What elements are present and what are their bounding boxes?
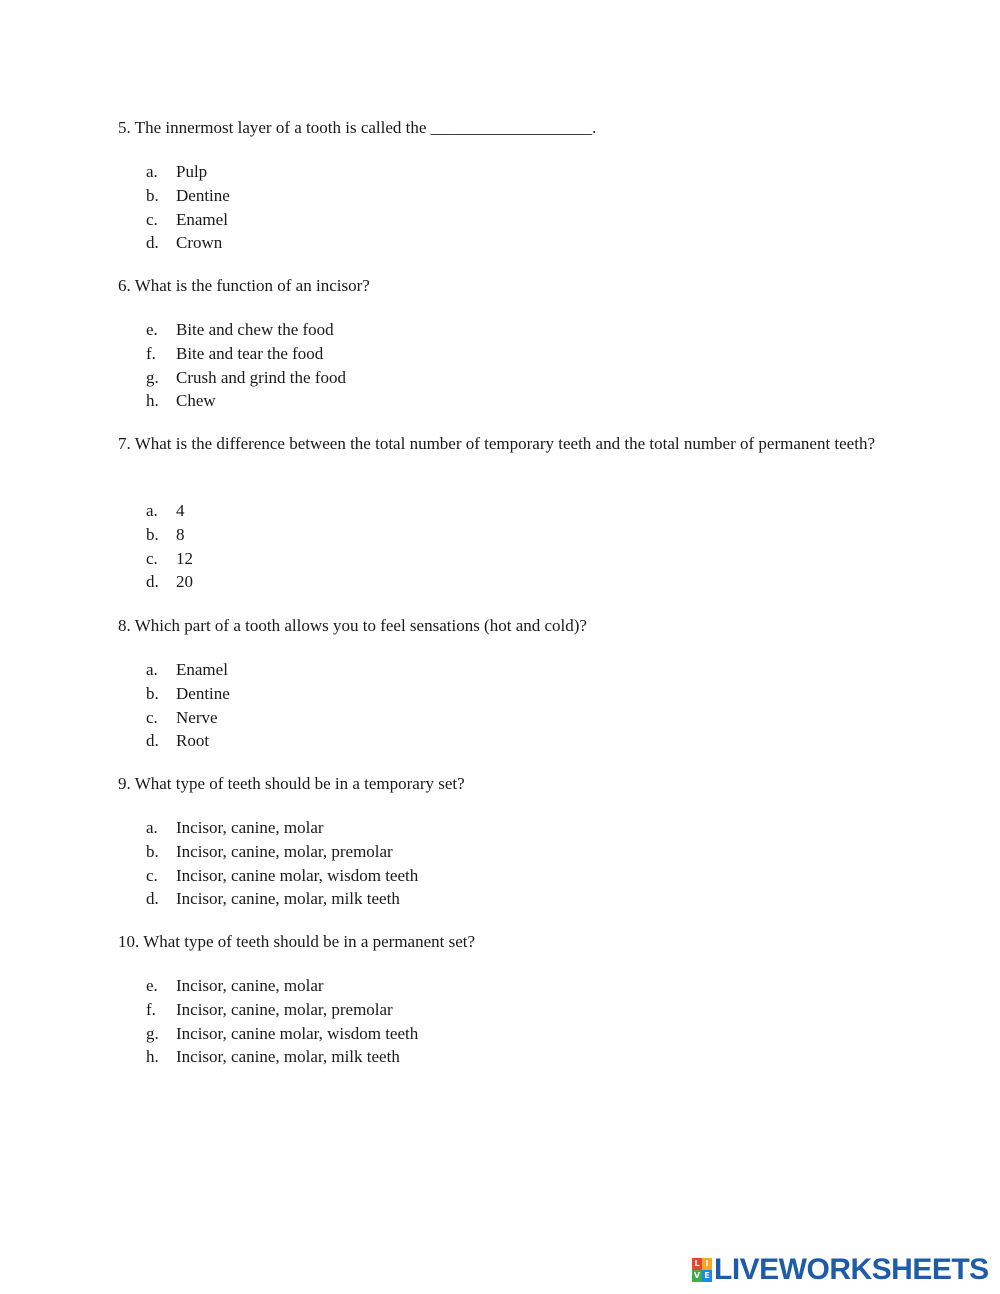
options-question-9	[146, 816, 418, 911]
option-letter: d.	[146, 233, 159, 253]
option-label: Dentine	[176, 185, 230, 205]
option-letter: e.	[146, 976, 158, 995]
option-item[interactable]	[146, 499, 193, 523]
option-label: Incisor, canine, molar, premolar	[176, 841, 393, 861]
option-item[interactable]	[146, 658, 230, 682]
option-letter: a.	[146, 818, 158, 837]
option-label: Incisor, canine, molar	[176, 976, 324, 995]
option-letter: h.	[146, 391, 159, 411]
option-label: Incisor, canine, molar, milk teeth	[176, 1047, 400, 1067]
options-question-5	[146, 160, 230, 255]
option-label: 8	[176, 524, 185, 544]
option-label: Incisor, canine, molar, premolar	[176, 999, 393, 1019]
option-letter: f.	[146, 999, 156, 1019]
options-question-6	[146, 318, 346, 413]
option-item[interactable]	[146, 389, 346, 413]
option-label: Incisor, canine molar, wisdom teeth	[176, 1023, 419, 1043]
option-label: Dentine	[176, 683, 230, 703]
question-8: 8. Which part of a tooth allows you to feel sensations (hot and cold)?	[118, 616, 587, 635]
liveworksheets-logo-icon	[692, 1258, 712, 1282]
option-item[interactable]	[146, 974, 418, 998]
option-label: Enamel	[176, 660, 228, 679]
options-question-7	[146, 499, 193, 594]
option-label: 20	[176, 572, 193, 592]
options-question-8	[146, 658, 230, 753]
option-item[interactable]	[146, 998, 418, 1022]
option-item[interactable]	[146, 208, 230, 232]
option-label: Crown	[176, 233, 223, 253]
option-letter: e.	[146, 320, 158, 339]
options-question-10	[146, 974, 418, 1069]
option-letter: c.	[146, 865, 158, 885]
option-label: Root	[176, 731, 210, 751]
option-item[interactable]	[146, 523, 193, 547]
option-label: Enamel	[176, 209, 228, 229]
option-letter: b.	[146, 683, 159, 703]
option-item[interactable]	[146, 318, 346, 342]
option-item[interactable]	[146, 366, 346, 390]
option-item[interactable]	[146, 160, 230, 184]
option-item[interactable]	[146, 729, 230, 753]
option-item[interactable]	[146, 1022, 418, 1046]
option-label: 4	[176, 501, 185, 520]
option-letter: c.	[146, 707, 158, 727]
option-item[interactable]	[146, 547, 193, 571]
option-letter: b.	[146, 524, 159, 544]
option-item[interactable]	[146, 342, 346, 366]
option-item[interactable]	[146, 231, 230, 255]
logo-tile: L	[692, 1258, 702, 1270]
option-letter: a.	[146, 162, 158, 181]
option-label: Pulp	[176, 162, 208, 181]
option-letter: c.	[146, 209, 158, 229]
option-label: Incisor, canine, molar, milk teeth	[176, 889, 400, 909]
option-item[interactable]	[146, 840, 418, 864]
option-label: Crush and grind the food	[176, 367, 346, 387]
brand-name: LIVEWORKSHEETS	[714, 1253, 989, 1286]
option-letter: g.	[146, 1023, 159, 1043]
option-letter: f.	[146, 343, 156, 363]
option-label: Bite and tear the food	[176, 343, 324, 363]
option-letter: d.	[146, 572, 159, 592]
option-item[interactable]	[146, 682, 230, 706]
option-letter: b.	[146, 841, 159, 861]
question-7: 7. What is the difference between the total number of temporary teeth and the total number of permanent teeth?	[118, 434, 875, 453]
option-item[interactable]	[146, 887, 418, 911]
option-label: Incisor, canine, molar	[176, 818, 324, 837]
option-letter: d.	[146, 731, 159, 751]
option-letter: a.	[146, 660, 158, 679]
question-6: 6. What is the function of an incisor?	[118, 276, 370, 295]
option-label: Bite and chew the food	[176, 320, 334, 339]
option-letter: h.	[146, 1047, 159, 1067]
option-letter: a.	[146, 501, 158, 520]
liveworksheets-brand	[692, 1254, 989, 1286]
option-label: Incisor, canine molar, wisdom teeth	[176, 865, 419, 885]
logo-tile: I	[702, 1258, 712, 1270]
option-letter: c.	[146, 548, 158, 568]
option-item[interactable]	[146, 184, 230, 208]
option-label: Nerve	[176, 707, 218, 727]
option-letter: b.	[146, 185, 159, 205]
question-9: 9. What type of teeth should be in a temporary set?	[118, 774, 465, 793]
option-label: 12	[176, 548, 193, 568]
option-item[interactable]	[146, 816, 418, 840]
option-item[interactable]	[146, 570, 193, 594]
logo-tile: V	[693, 1271, 701, 1280]
option-item[interactable]	[146, 864, 418, 888]
option-letter: g.	[146, 367, 159, 387]
logo-tile: E	[702, 1270, 712, 1282]
option-item[interactable]	[146, 1045, 418, 1069]
option-letter: d.	[146, 889, 159, 909]
option-item[interactable]	[146, 706, 230, 730]
question-5: 5. The innermost layer of a tooth is called the ___________________.	[118, 118, 597, 137]
option-label: Chew	[176, 391, 216, 411]
question-10: 10. What type of teeth should be in a permanent set?	[118, 932, 476, 951]
